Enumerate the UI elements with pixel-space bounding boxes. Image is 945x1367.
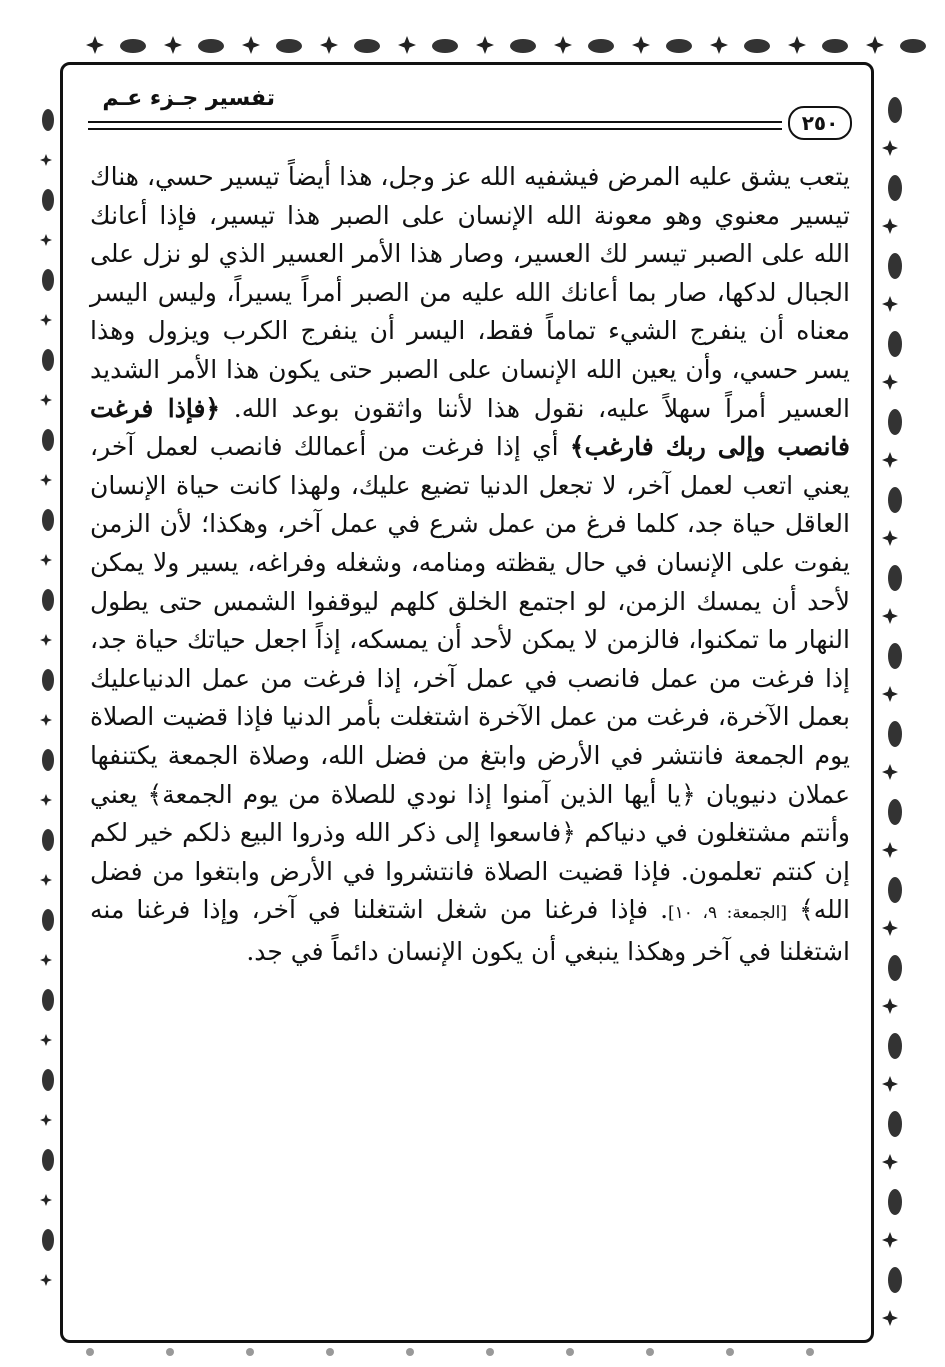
leaf-ornament-icon xyxy=(354,39,380,53)
star-ornament-icon xyxy=(882,764,898,780)
leaf-ornament-icon xyxy=(42,1149,54,1171)
star-ornament-icon xyxy=(882,1154,898,1170)
star-ornament-icon xyxy=(40,394,52,406)
dot-ornament-icon xyxy=(486,1348,494,1356)
dot-ornament-icon xyxy=(166,1348,174,1356)
leaf-ornament-icon xyxy=(888,799,902,825)
star-ornament-icon xyxy=(882,920,898,936)
page-header xyxy=(70,86,860,146)
dot-ornament-icon xyxy=(326,1348,334,1356)
star-ornament-icon xyxy=(40,1194,52,1206)
star-ornament-icon xyxy=(40,234,52,246)
star-ornament-icon xyxy=(882,218,898,234)
star-ornament-icon xyxy=(40,714,52,726)
leaf-ornament-icon xyxy=(42,669,54,691)
leaf-ornament-icon xyxy=(888,643,902,669)
star-ornament-icon xyxy=(882,1076,898,1092)
leaf-ornament-icon xyxy=(666,39,692,53)
leaf-ornament-icon xyxy=(120,39,146,53)
star-ornament-icon xyxy=(40,314,52,326)
quran-verse: ﴿فاسعوا إلى ذكر الله وذروا البيع ذلكم خير لكم إن كنتم تعلمون. فإذا قضيت الصلاة فانتشروا في الأرض وابتغوا من فضل الله﴾ xyxy=(90,818,850,925)
leaf-ornament-icon xyxy=(42,109,54,131)
dot-ornament-icon xyxy=(566,1348,574,1356)
leaf-ornament-icon xyxy=(42,189,54,211)
leaf-ornament-icon xyxy=(888,331,902,357)
dot-ornament-icon xyxy=(86,1348,94,1356)
leaf-ornament-icon xyxy=(42,509,54,531)
leaf-ornament-icon xyxy=(888,409,902,435)
leaf-ornament-icon xyxy=(198,39,224,53)
verse-reference: [الجمعة: ٩، ١٠] xyxy=(668,903,788,924)
star-ornament-icon xyxy=(40,154,52,166)
star-ornament-icon xyxy=(882,1232,898,1248)
quran-verse: ﴿يا أيها الذين آمنوا إذا نودي للصلاة من يوم الجمعة﴾ xyxy=(147,779,696,809)
star-ornament-icon xyxy=(882,374,898,390)
leaf-ornament-icon xyxy=(888,175,902,201)
page-number: ٢٥٠ xyxy=(788,106,852,140)
star-ornament-icon xyxy=(40,874,52,886)
dot-ornament-icon xyxy=(646,1348,654,1356)
leaf-ornament-icon xyxy=(588,39,614,53)
text-segment: يعني وأنتم مشتغلون في دنياكم xyxy=(90,779,851,848)
leaf-ornament-icon xyxy=(888,877,902,903)
quran-verse: ﴿فإذا فرغت فانصب وإلى ربك فارغب﴾ xyxy=(90,393,851,462)
leaf-ornament-icon xyxy=(42,269,54,291)
main-text xyxy=(90,158,850,971)
star-ornament-icon xyxy=(86,36,104,54)
dot-ornament-icon xyxy=(806,1348,814,1356)
leaf-ornament-icon xyxy=(42,429,54,451)
star-ornament-icon xyxy=(40,554,52,566)
star-ornament-icon xyxy=(882,530,898,546)
leaf-ornament-icon xyxy=(888,1033,902,1059)
leaf-ornament-icon xyxy=(888,253,902,279)
leaf-ornament-icon xyxy=(42,349,54,371)
leaf-ornament-icon xyxy=(510,39,536,53)
star-ornament-icon xyxy=(882,686,898,702)
star-ornament-icon xyxy=(242,36,260,54)
dot-ornament-icon xyxy=(406,1348,414,1356)
star-ornament-icon xyxy=(40,634,52,646)
star-ornament-icon xyxy=(882,140,898,156)
star-ornament-icon xyxy=(320,36,338,54)
text-segment: أي إذا فرغت من أعمالك فانصب لعمل آخر، يعني اتعب لعمل آخر، لا تجعل الدنيا تضيع عليك، ولهذا كانت حياة الإنسان العاقل حياة جد، كلما فرغ من عمل شرع في عمل آخر، وهكذا؛ لأن الزمن يفوت على الإنسان في حال يقظته ومنامه، وشغله وفراغه، يسير ولا يمكن لأحد أن يمسك الزمن، لو اجتمع الخلق كلهم ليوقفوا الشمس حتى يطول النهار ما تمكنوا، فالزمن لا يمكن لأحد أن يمسكه، إذاً اجعل حياتك حياة جد، إذا فرغت من عمل فانصب في عمل آخر، إذا فرغت من عمل الدنياعليك بعمل الآخرة، فرغت من عمل الآخرة اشتغلت بأمر الدنيا فإذا قضيت الصلاة يوم الجمعة فانتشر في الأرض وابتغ من فضل الله، وصلاة الجمعة يكتنفها عملان دنيويان xyxy=(90,432,850,809)
leaf-ornament-icon xyxy=(888,1189,902,1215)
leaf-ornament-icon xyxy=(888,721,902,747)
leaf-ornament-icon xyxy=(42,1229,54,1251)
running-head-title: تفسير جـزء عـم xyxy=(102,86,275,111)
star-ornament-icon xyxy=(710,36,728,54)
star-ornament-icon xyxy=(882,296,898,312)
star-ornament-icon xyxy=(866,36,884,54)
leaf-ornament-icon xyxy=(888,1111,902,1137)
star-ornament-icon xyxy=(398,36,416,54)
leaf-ornament-icon xyxy=(888,97,902,123)
star-ornament-icon xyxy=(476,36,494,54)
star-ornament-icon xyxy=(40,1034,52,1046)
star-ornament-icon xyxy=(40,474,52,486)
leaf-ornament-icon xyxy=(888,955,902,981)
star-ornament-icon xyxy=(882,1310,898,1326)
dot-ornament-icon xyxy=(246,1348,254,1356)
star-ornament-icon xyxy=(40,954,52,966)
star-ornament-icon xyxy=(882,452,898,468)
dot-ornament-icon xyxy=(726,1348,734,1356)
header-rule xyxy=(88,121,782,130)
text-segment: . فإذا فرغنا من شغل اشتغلنا في آخر، وإذا فرغنا منه اشتغلنا في آخر وهكذا ينبغي أن يكون الإنسان دائماً في جد. xyxy=(90,895,850,966)
leaf-ornament-icon xyxy=(42,589,54,611)
leaf-ornament-icon xyxy=(888,1267,902,1293)
text-segment: يتعب يشق عليه المرض فيشفيه الله عز وجل، هذا أيضاً تيسير حسي، هناك تيسير معنوي وهو معونة الله الإنسان على الصبر هذا تيسير، فإذا أعانك الله على الصبر تيسر لك العسير، وصار هذا الأمر العسير الذي لو نزل على الجبال لدكها، صار بما أعانك الله عليه من الصبر أمراً يسيراً، وليس اليسر معناه أن ينفرج الشيء تماماً فقط، اليسر أن ينفرج الكرب ويزول وهذا يسر حسي، وأن يعين الله الإنسان على الصبر حتى يكون هذا الأمر الشديد العسير أمراً سهلاً عليه، نقول هذا لأننا واثقون بوعد الله. xyxy=(90,162,850,423)
leaf-ornament-icon xyxy=(432,39,458,53)
star-ornament-icon xyxy=(40,1274,52,1286)
star-ornament-icon xyxy=(882,842,898,858)
paragraph xyxy=(90,158,850,971)
leaf-ornament-icon xyxy=(888,487,902,513)
leaf-ornament-icon xyxy=(900,39,926,53)
star-ornament-icon xyxy=(40,794,52,806)
star-ornament-icon xyxy=(554,36,572,54)
star-ornament-icon xyxy=(788,36,806,54)
star-ornament-icon xyxy=(632,36,650,54)
leaf-ornament-icon xyxy=(42,989,54,1011)
star-ornament-icon xyxy=(40,1114,52,1126)
leaf-ornament-icon xyxy=(42,909,54,931)
leaf-ornament-icon xyxy=(42,829,54,851)
leaf-ornament-icon xyxy=(276,39,302,53)
leaf-ornament-icon xyxy=(42,1069,54,1091)
leaf-ornament-icon xyxy=(744,39,770,53)
leaf-ornament-icon xyxy=(42,749,54,771)
leaf-ornament-icon xyxy=(822,39,848,53)
star-ornament-icon xyxy=(882,998,898,1014)
star-ornament-icon xyxy=(164,36,182,54)
star-ornament-icon xyxy=(882,608,898,624)
leaf-ornament-icon xyxy=(888,565,902,591)
